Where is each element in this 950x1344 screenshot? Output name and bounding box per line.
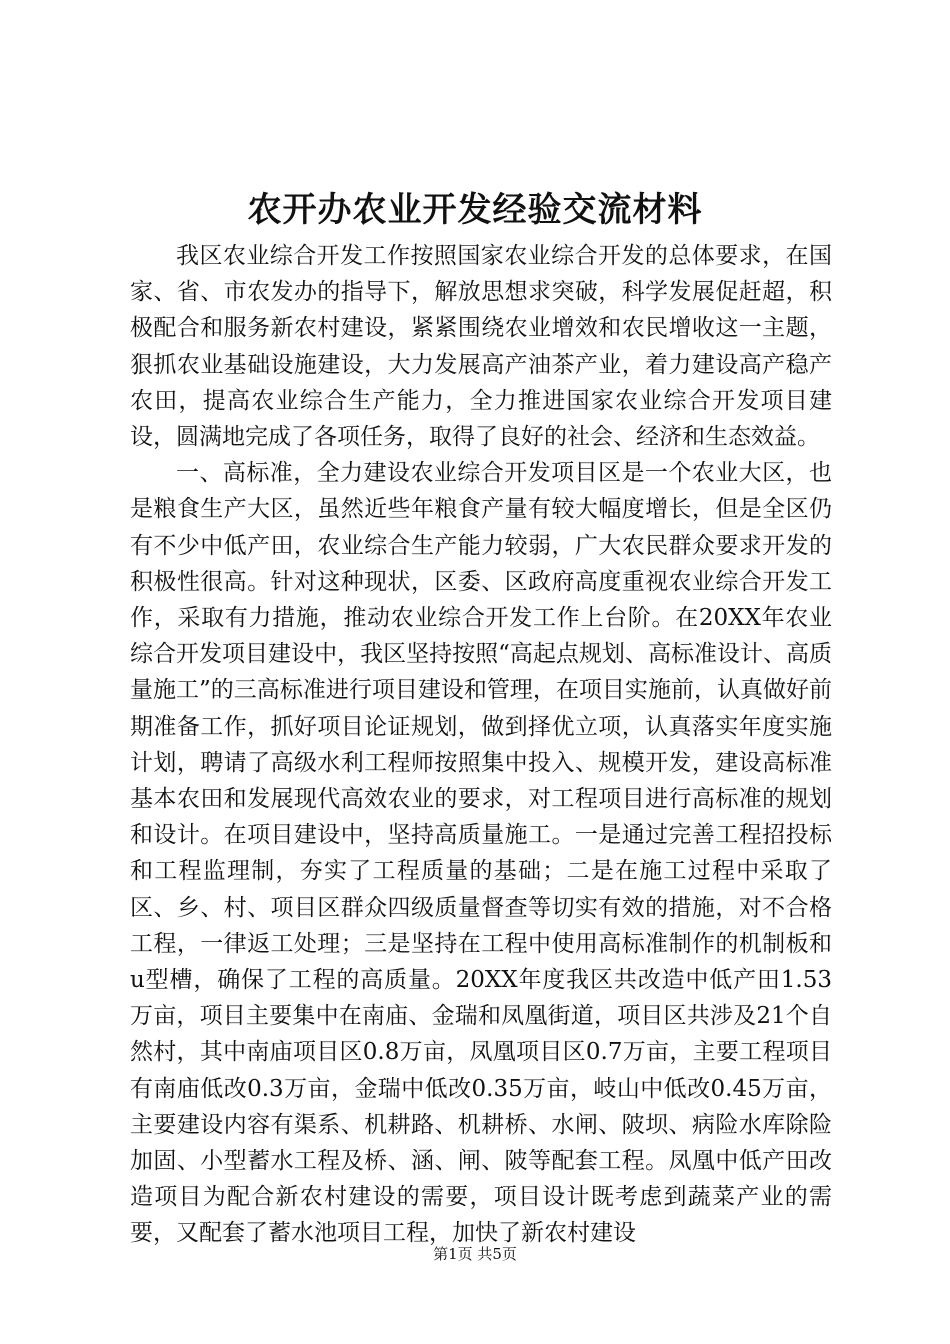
paragraph-section-one: 一、高标准，全力建设农业综合开发项目区是一个农业大区，也是粮食生产大区，虽然近些年粮食产量有较大幅度增长，但是全区仍有不少中低产田，农业综合生产能力较弱，广大农民群众要求开发的积极性很高。针对这种现状，区委、区政府高度重视农业综合开发工作，采取有力措施，推动农业综合开发工作上台阶。在20XX年农业综合开发项目建设中，我区坚持按照“高起点规划、高标准设计、高质量施工”的三高标准进行项目建设和管理，在项目实施前，认真做好前期准备工作，抓好项目论证规划，做到择优立项，认真落实年度实施计划，聘请了高级水利工程师按照集中投入、规模开发，建设高标准基本农田和发展现代高效农业的要求，对工程项目进行高标准的规划和设计。在项目建设中，坚持高质量施工。一是通过完善工程招投标和工程监理制，夯实了工程质量的基础；二是在施工过程中采取了区、乡、村、项目区群众四级质量督查等切实有效的措施，对不合格工程，一律返工处理；三是坚持在工程中使用高标准制作的机制板和u型槽，确保了工程的高质量。20XX年度我区共改造中低产田1.53万亩，项目主要集中在南庙、金瑞和凤凰街道，项目区共涉及21个自然村，其中南庙项目区0.8万亩，凤凰项目区0.7万亩，主要工程项目有南庙低改0.3万亩，金瑞中低改0.35万亩，岐山中低改0.45万亩，主要建设内容有渠系、机耕路、机耕桥、水闸、陂坝、病险水库除险加固、小型蓄水工程及桥、涵、闸、陂等配套工程。凤凰中低产田改造项目为配合新农村建设的需要，项目设计既考虑到蔬菜产业的需要，又配套了蓄水池项目工程，加快了新农村建设 (130, 460, 832, 1247)
document-body (130, 238, 832, 1252)
paragraph-intro: 我区农业综合开发工作按照国家农业综合开发的总体要求，在国家、省、市农发办的指导下，解放思想求突破，科学发展促赶超，积极配合和服务新农村建设，紧紧围绕农业增效和农民增收这一主题，狠抓农业基础设施建设，大力发展高产油茶产业，着力建设高产稳产农田，提高农业综合生产能力，全力推进国家农业综合开发项目建设，圆满地完成了各项任务，取得了良好的社会、经济和生态效益。 (130, 243, 832, 451)
document-title: 农开办农业开发经验交流材料 (247, 190, 703, 230)
page-footer: 第1页 共5页 (433, 1245, 517, 1263)
